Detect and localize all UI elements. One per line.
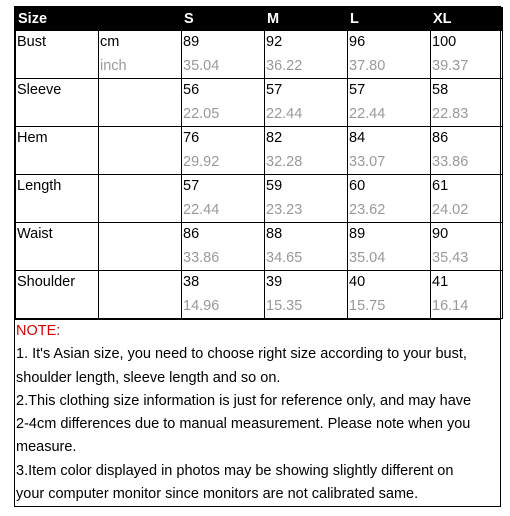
value-cm: 88 [266, 226, 283, 242]
value-inch: 29.92 [183, 154, 220, 170]
value-cm: 60 [349, 178, 366, 194]
value-inch: 39.37 [432, 58, 469, 74]
measure-row-shoulder [16, 271, 503, 319]
value-cell [348, 31, 431, 79]
header-unit [99, 8, 182, 31]
header-row [16, 8, 503, 31]
value-cm: 61 [432, 178, 449, 194]
unit-cell [99, 79, 182, 127]
header-l: L [348, 8, 431, 31]
value-cell [182, 175, 265, 223]
value-inch: 35.04 [183, 58, 220, 74]
value-cell [182, 79, 265, 127]
note-line: 1. It's Asian size, you need to choose right size according to your bust, [16, 346, 467, 363]
value-inch: 36.22 [266, 58, 303, 74]
value-inch: 37.80 [349, 58, 386, 74]
value-inch: 16.14 [432, 298, 469, 314]
header-s: S [182, 8, 265, 31]
measure-row-hem [16, 127, 503, 175]
unit-secondary [100, 151, 181, 174]
value-cell [348, 79, 431, 127]
value-cm: 58 [432, 82, 449, 98]
measure-row-bust [16, 31, 503, 79]
value-cell [348, 175, 431, 223]
value-cm: 84 [349, 130, 366, 146]
size-table [15, 7, 503, 319]
value-cell [182, 127, 265, 175]
value-cm: 86 [183, 226, 200, 242]
measure-row-waist [16, 223, 503, 271]
row-label: Bust [16, 31, 99, 79]
value-cm: 89 [349, 226, 366, 242]
value-cell [431, 271, 503, 319]
value-inch: 34.65 [266, 250, 303, 266]
value-cell [182, 223, 265, 271]
note-line: measure. [16, 439, 77, 456]
value-cm: 76 [183, 130, 200, 146]
value-inch: 33.86 [183, 250, 220, 266]
value-inch: 15.35 [266, 298, 303, 314]
value-cell [182, 271, 265, 319]
value-cm: 89 [183, 34, 200, 50]
value-inch: 23.62 [349, 202, 386, 218]
value-inch: 15.75 [349, 298, 386, 314]
unit-cell [99, 271, 182, 319]
value-cm: 92 [266, 34, 283, 50]
value-cm: 39 [266, 274, 283, 290]
note-line: your computer monitor since monitors are not calibrated same. [16, 486, 419, 503]
header-size: Size [16, 8, 99, 31]
value-cm: 90 [432, 226, 449, 242]
value-inch: 32.28 [266, 154, 303, 170]
value-inch: 33.07 [349, 154, 386, 170]
unit-secondary: inch [100, 58, 127, 74]
value-cm: 96 [349, 34, 366, 50]
notes-section [15, 319, 500, 506]
note-line: 2-4cm differences due to manual measurement. Please note when you [16, 416, 471, 433]
value-cell [265, 79, 348, 127]
note-line: 2.This clothing size information is just for reference only, and may have [16, 392, 472, 409]
value-cell [182, 31, 265, 79]
value-cell [348, 127, 431, 175]
measure-row-length [16, 175, 503, 223]
row-label: Sleeve [16, 79, 99, 127]
unit-secondary [100, 199, 181, 222]
unit-cell [99, 175, 182, 223]
value-cell [348, 271, 431, 319]
value-inch: 22.05 [183, 106, 220, 122]
value-inch: 22.44 [349, 106, 386, 122]
value-cell [265, 127, 348, 175]
note-line: 3.Item color displayed in photos may be showing slightly different on [16, 462, 454, 479]
value-cm: 57 [266, 82, 283, 98]
unit-primary [100, 175, 181, 199]
row-label: Waist [16, 223, 99, 271]
value-cm: 41 [432, 274, 449, 290]
value-cell [265, 271, 348, 319]
value-inch: 14.96 [183, 298, 220, 314]
unit-cell [99, 223, 182, 271]
value-cell [431, 175, 503, 223]
header-xl: XL [431, 8, 503, 31]
value-cell [265, 31, 348, 79]
value-cm: 40 [349, 274, 366, 290]
row-label: Length [16, 175, 99, 223]
value-cm: 82 [266, 130, 283, 146]
note-title: NOTE: [16, 323, 61, 339]
note-line: shoulder length, sleeve length and so on. [16, 369, 281, 386]
value-cm: 57 [183, 178, 200, 194]
value-cell [265, 175, 348, 223]
unit-secondary [100, 247, 181, 270]
value-cell [431, 31, 503, 79]
value-cm: 100 [432, 34, 457, 50]
unit-primary [100, 271, 181, 295]
unit-primary: cm [100, 34, 120, 50]
value-cm: 38 [183, 274, 200, 290]
value-cm: 86 [432, 130, 449, 146]
unit-cell [99, 127, 182, 175]
value-cm: 56 [183, 82, 200, 98]
value-inch: 24.02 [432, 202, 469, 218]
unit-primary [100, 79, 181, 103]
unit-primary [100, 127, 181, 151]
measure-row-sleeve [16, 79, 503, 127]
unit-secondary [100, 103, 181, 126]
value-inch: 35.04 [349, 250, 386, 266]
header-m: M [265, 8, 348, 31]
row-label: Hem [16, 127, 99, 175]
value-inch: 22.44 [266, 106, 303, 122]
value-cell [431, 127, 503, 175]
row-label: Shoulder [16, 271, 99, 319]
value-cell [431, 79, 503, 127]
value-inch: 23.23 [266, 202, 303, 218]
unit-secondary [100, 295, 181, 318]
value-cm: 59 [266, 178, 283, 194]
unit-primary [100, 223, 181, 247]
value-inch: 22.44 [183, 202, 220, 218]
unit-cell [99, 31, 182, 79]
value-cell [265, 223, 348, 271]
value-inch: 22.83 [432, 106, 469, 122]
value-cm: 57 [349, 82, 366, 98]
value-cell [348, 223, 431, 271]
value-inch: 35.43 [432, 250, 469, 266]
value-cell [431, 223, 503, 271]
size-chart [14, 6, 501, 507]
value-inch: 33.86 [432, 154, 469, 170]
